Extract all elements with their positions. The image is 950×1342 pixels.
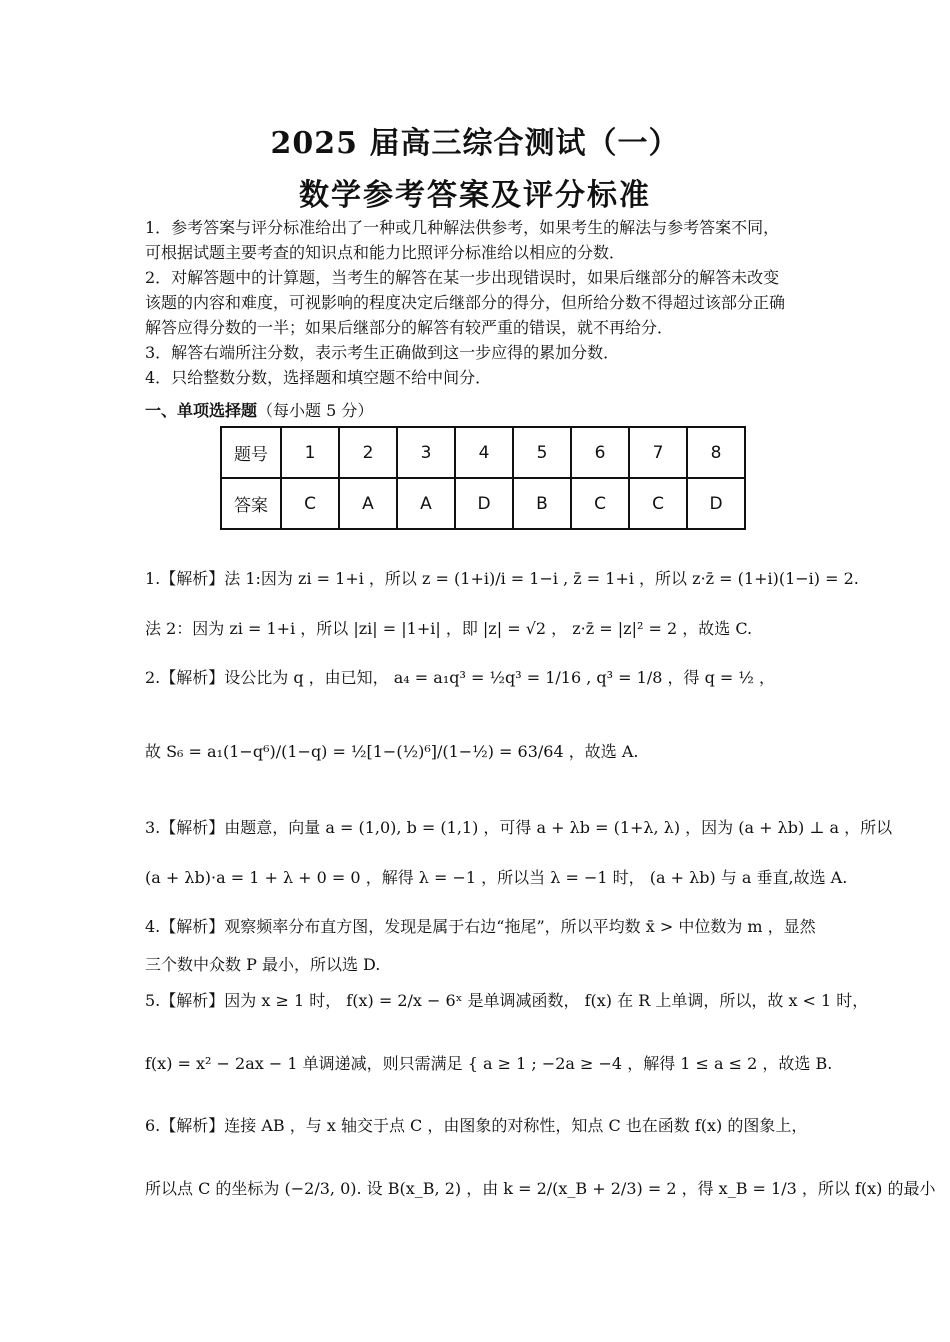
- table-cell: 2: [339, 427, 397, 478]
- solution-1-method-2: 法 2：因为 zi = 1+i ，所以 |zi| = |1+i| ，即 |z| = √2 ， z·z̄ = |z|² = 2 ，故选 C.: [145, 619, 753, 638]
- row-label-number: 题号: [221, 427, 281, 478]
- solution-1-method-1: 1.【解析】法 1:因为 zi = 1+i ，所以 z = (1+i)/i = 1−i , z̄ = 1+i ，所以 z·z̄ = (1+i)(1−i) = 2.: [145, 569, 859, 588]
- row-label-answer: 答案: [221, 478, 281, 529]
- table-cell: C: [629, 478, 687, 529]
- table-cell: 8: [687, 427, 745, 478]
- table-row: [221, 427, 745, 478]
- section-heading: [145, 398, 373, 421]
- table-cell: D: [687, 478, 745, 529]
- solution-4-line-1: 4.【解析】观察频率分布直方图，发现是属于右边“拖尾”，所以平均数 x̄ > 中位数为 m ，显然: [145, 917, 816, 936]
- table-cell: 3: [397, 427, 455, 478]
- table-cell: A: [397, 478, 455, 529]
- page-title: 2025 届高三综合测试（一）: [270, 126, 680, 161]
- table-cell: C: [571, 478, 629, 529]
- solution-4-line-2: 三个数中众数 P 最小，所以选 D.: [145, 955, 381, 974]
- table-cell: 5: [513, 427, 571, 478]
- note-line: 解答应得分数的一半；如果后继部分的解答有较严重的错误，就不再给分．: [145, 318, 674, 337]
- page-subtitle: 数学参考答案及评分标准: [299, 178, 651, 213]
- table-cell: 4: [455, 427, 513, 478]
- table-cell: B: [513, 478, 571, 529]
- table-cell: D: [455, 478, 513, 529]
- table-cell: 1: [281, 427, 339, 478]
- solution-5-line-1: 5.【解析】因为 x ≥ 1 时， f(x) = 2/x − 6ˣ 是单调减函数， f(x) 在 R 上单调，所以，故 x < 1 时，: [145, 991, 869, 1010]
- note-line: 3．解答右端所注分数，表示考生正确做到这一步应得的累加分数．: [145, 343, 620, 362]
- solution-3-line-2: (a + λb)·a = 1 + λ + 0 = 0 ，解得 λ = −1 ，所以当 λ = −1 时， (a + λb) 与 a 垂直,故选 A.: [145, 868, 848, 887]
- table-cell: A: [339, 478, 397, 529]
- note-line: 可根据试题主要考查的知识点和能力比照评分标准给以相应的分数．: [145, 243, 626, 262]
- solution-5-line-2: f(x) = x² − 2ax − 1 单调递减，则只需满足 { a ≥ 1 ; −2a ≥ −4 ，解得 1 ≤ a ≤ 2 ，故选 B.: [145, 1054, 833, 1073]
- note-line: 1．参考答案与评分标准给出了一种或几种解法供参考，如果考生的解法与参考答案不同，: [145, 218, 780, 237]
- section-title: 一、单项选择题: [145, 401, 258, 420]
- solution-6-line-1: 6.【解析】连接 AB ，与 x 轴交于点 C ，由图象的对称性，知点 C 也在函数 f(x) 的图象上，: [145, 1116, 808, 1135]
- solution-3-line-1: 3.【解析】由题意，向量 a = (1,0), b = (1,1) ，可得 a + λb = (1+λ, λ) ，因为 (a + λb) ⊥ a ，所以: [145, 818, 893, 837]
- section-note: （每小题 5 分）: [257, 401, 374, 420]
- note-line: 2．对解答题中的计算题，当考生的解答在某一步出现错误时，如果后继部分的解答未改变: [145, 268, 780, 287]
- table-cell: 7: [629, 427, 687, 478]
- table-row: [221, 478, 745, 529]
- note-line: 4．只给整数分数，选择题和填空题不给中间分．: [145, 368, 492, 387]
- solution-2-line-2: 故 S₆ = a₁(1−q⁶)/(1−q) = ½[1−(½)⁶]/(1−½) = 63/64 ，故选 A.: [145, 742, 639, 761]
- table-cell: C: [281, 478, 339, 529]
- table-cell: 6: [571, 427, 629, 478]
- solution-6-line-2: 所以点 C 的坐标为 (−2/3, 0). 设 B(x_B, 2) ，由 k = 2/(x_B + 2/3) = 2 ，得 x_B = 1/3 ，所以 f(x) 的最小: [145, 1179, 936, 1198]
- note-line: 该题的内容和难度，可视影响的程度决定后继部分的得分，但所给分数不得超过该部分正确: [145, 293, 786, 312]
- answer-table: [220, 426, 746, 530]
- solution-2-line-1: 2.【解析】设公比为 q ，由已知， a₄ = a₁q³ = ½q³ = 1/16 , q³ = 1/8 ，得 q = ½ ，: [145, 668, 775, 687]
